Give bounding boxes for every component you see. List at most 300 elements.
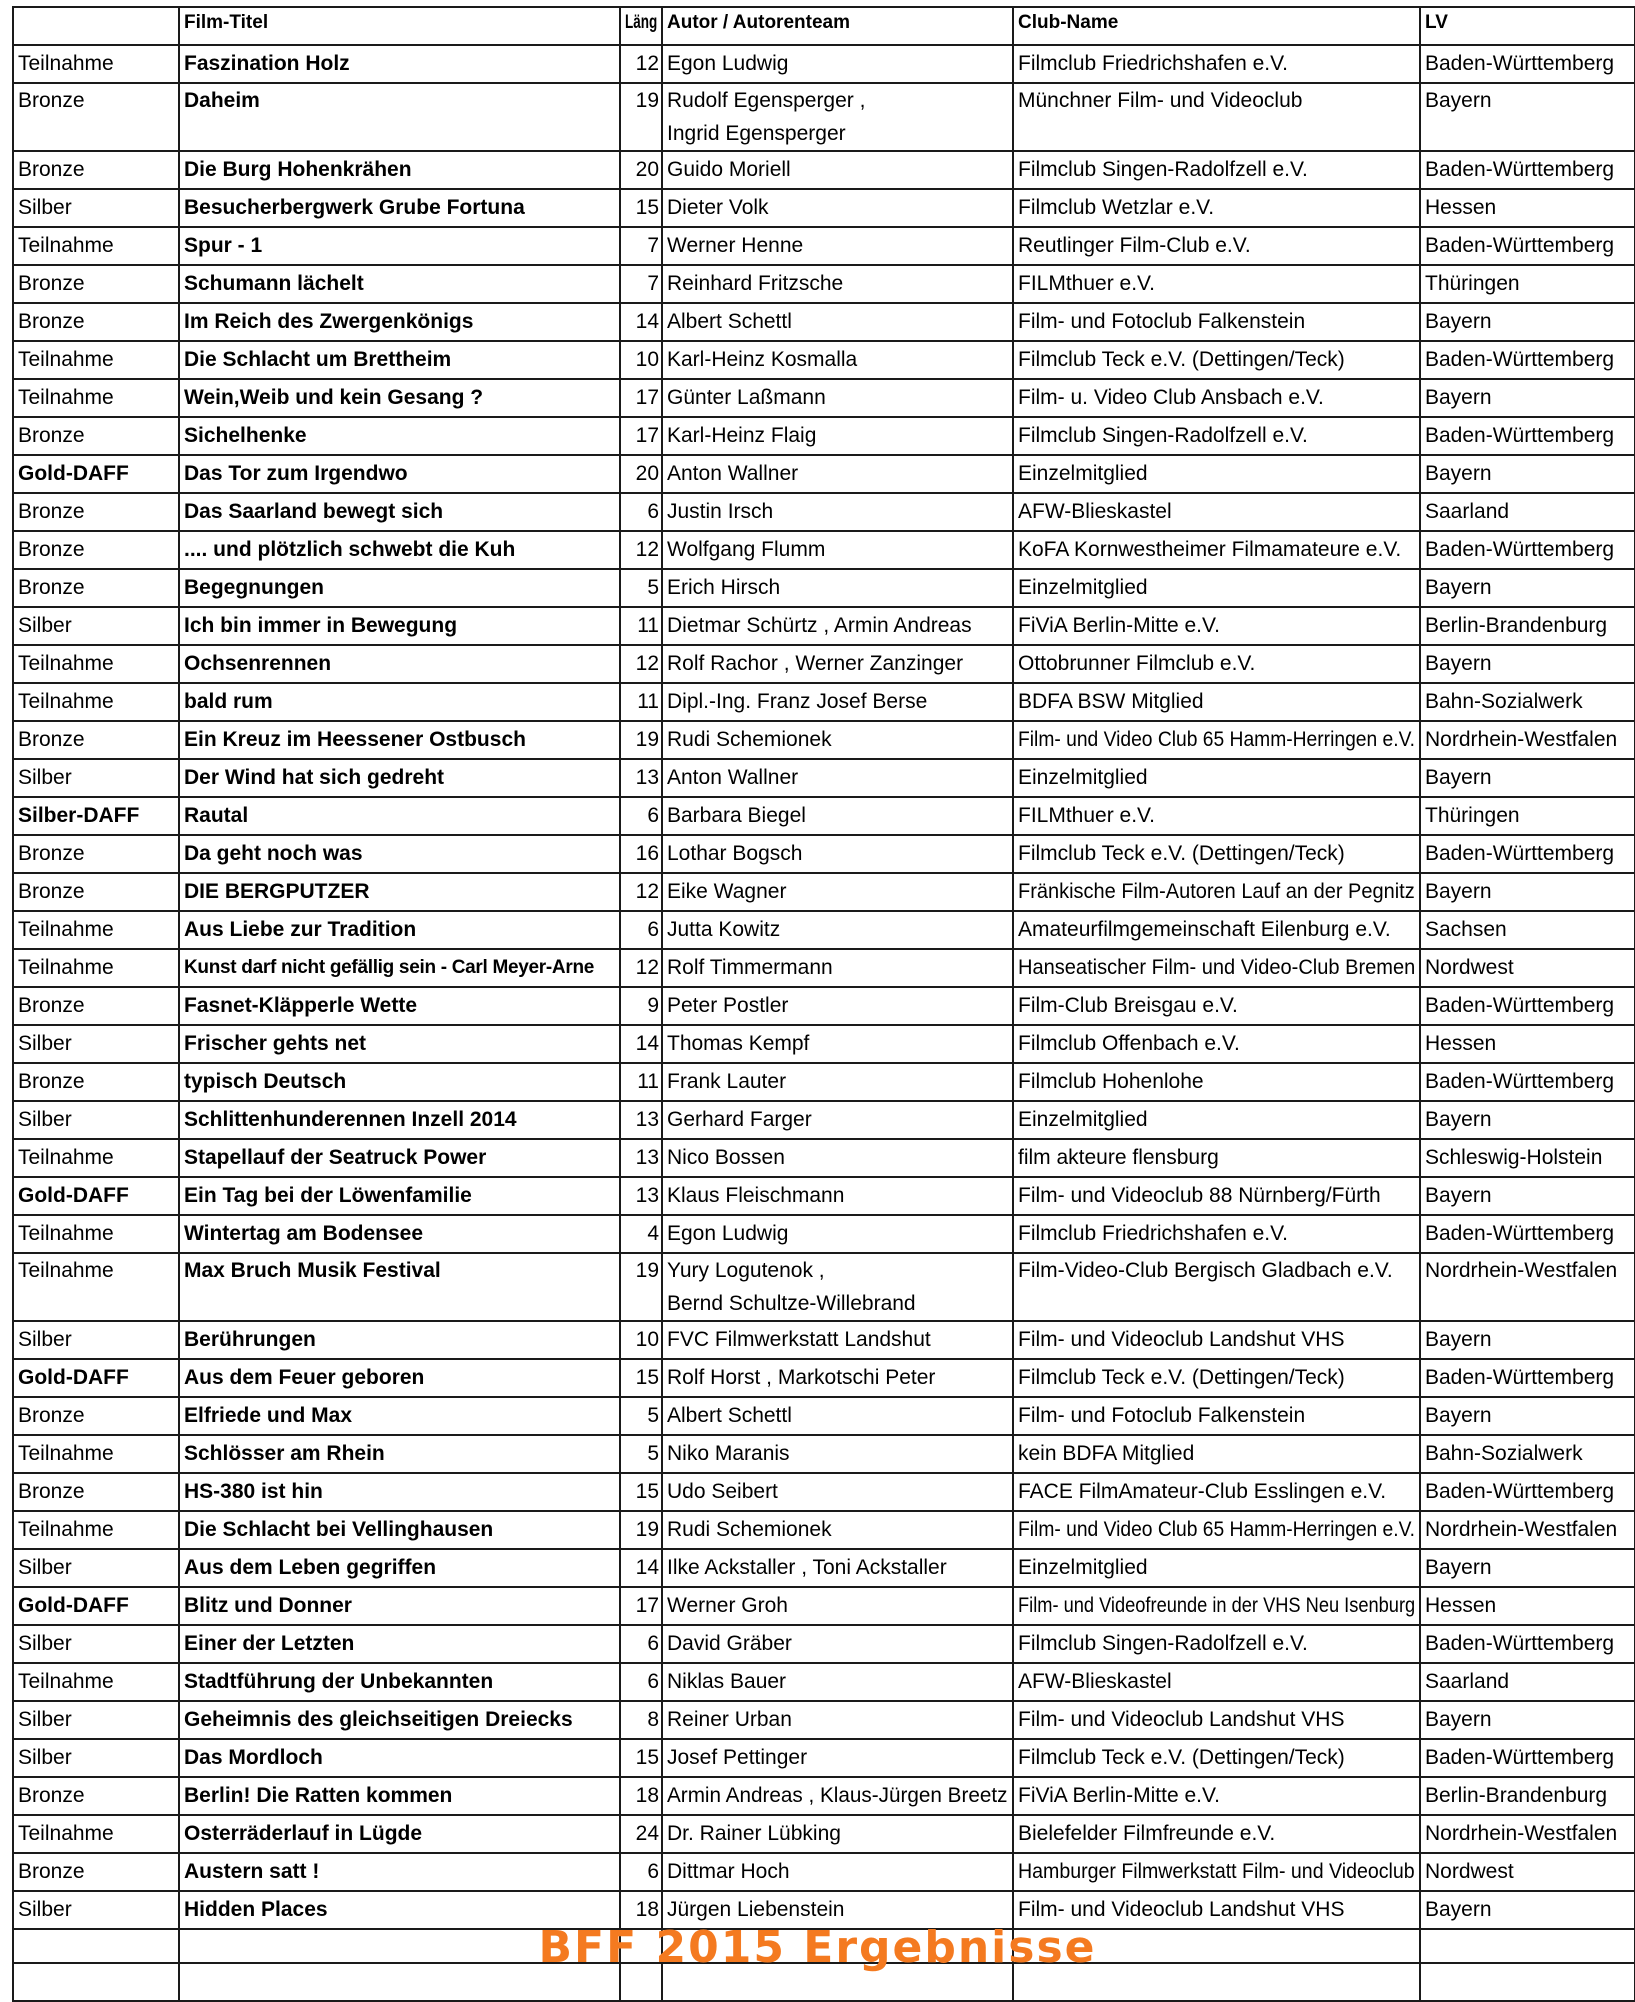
cell-autor: Erich Hirsch [662, 569, 1013, 607]
cell-film-titel: Schlittenhunderennen Inzell 2014 [179, 1101, 620, 1139]
cell-preis: Bronze [13, 987, 179, 1025]
table-row [13, 455, 1635, 493]
cell-autor: Werner Groh [662, 1587, 1013, 1625]
cell-lv: Baden-Württemberg [1420, 835, 1635, 873]
cell-laenge: 6 [620, 797, 662, 835]
cell-autor: Dr. Rainer Lübking [662, 1815, 1013, 1853]
cell-preis: Teilnahme [13, 341, 179, 379]
cell-preis: Teilnahme [13, 911, 179, 949]
cell-film-titel: Das Mordloch [179, 1739, 620, 1777]
cell-laenge: 12 [620, 531, 662, 569]
cell-autor: Rolf Timmermann [662, 949, 1013, 987]
cell-lv: Bahn-Sozialwerk [1420, 1435, 1635, 1473]
cell-lv: Baden-Württemberg [1420, 1063, 1635, 1101]
cell-lv: Nordrhein-Westfalen [1420, 1511, 1635, 1549]
cell-preis: Silber [13, 759, 179, 797]
cell-film-titel: HS-380 ist hin [179, 1473, 620, 1511]
cell-film-titel: Hidden Places [179, 1891, 620, 1929]
cell-autor: Josef Pettinger [662, 1739, 1013, 1777]
cell-laenge: 8 [620, 1701, 662, 1739]
cell-lv: Baden-Württemberg [1420, 417, 1635, 455]
cell-preis: Bronze [13, 835, 179, 873]
cell-autor: Jutta Kowitz [662, 911, 1013, 949]
table-row [13, 189, 1635, 227]
cell-laenge: 6 [620, 493, 662, 531]
header-club-name: Club-Name [1013, 7, 1420, 45]
cell-autor: Udo Seibert [662, 1473, 1013, 1511]
cell-club-name: Filmclub Singen-Radolfzell e.V. [1013, 151, 1420, 189]
cell-autor: Wolfgang Flumm [662, 531, 1013, 569]
cell-film-titel: Rautal [179, 797, 620, 835]
cell-preis: Teilnahme [13, 379, 179, 417]
cell-club-name: AFW-Blieskastel [1013, 1663, 1420, 1701]
header-preis [13, 7, 179, 45]
cell-club-name: Filmclub Wetzlar e.V. [1013, 189, 1420, 227]
cell-preis: Bronze [13, 303, 179, 341]
cell-laenge: 16 [620, 835, 662, 873]
cell-lv: Bayern [1420, 379, 1635, 417]
table-row [13, 417, 1635, 455]
cell-film-titel: Wintertag am Bodensee [179, 1215, 620, 1253]
cell-autor: Reinhard Fritzsche [662, 265, 1013, 303]
table-row [13, 1025, 1635, 1063]
cell-preis: Teilnahme [13, 45, 179, 83]
table-row [13, 83, 1635, 151]
cell-lv: Bahn-Sozialwerk [1420, 683, 1635, 721]
cell-lv: Thüringen [1420, 265, 1635, 303]
cell-autor: Rolf Rachor , Werner Zanzinger [662, 645, 1013, 683]
cell-club-name: FILMthuer e.V. [1013, 265, 1420, 303]
cell-lv: Bayern [1420, 83, 1635, 151]
cell-preis: Teilnahme [13, 1139, 179, 1177]
cell-laenge: 20 [620, 455, 662, 493]
cell-club-name: Ottobrunner Filmclub e.V. [1013, 645, 1420, 683]
cell-autor: Rudolf Egensperger , Ingrid Egensperger [662, 83, 1013, 151]
cell-autor: Rolf Horst , Markotschi Peter [662, 1359, 1013, 1397]
cell-preis: Bronze [13, 1853, 179, 1891]
cell-film-titel: Der Wind hat sich gedreht [179, 759, 620, 797]
cell-autor: Dipl.-Ing. Franz Josef Berse [662, 683, 1013, 721]
cell-lv: Bayern [1420, 645, 1635, 683]
cell-film-titel: Aus Liebe zur Tradition [179, 911, 620, 949]
cell-preis: Bronze [13, 569, 179, 607]
cell-lv: Bayern [1420, 873, 1635, 911]
cell-laenge: 6 [620, 1625, 662, 1663]
table-row [13, 721, 1635, 759]
cell-preis: Bronze [13, 873, 179, 911]
cell-film-titel: Die Schlacht um Brettheim [179, 341, 620, 379]
cell-laenge: 15 [620, 1739, 662, 1777]
cell-club-name: Filmclub Friedrichshafen e.V. [1013, 45, 1420, 83]
cell-laenge: 13 [620, 759, 662, 797]
cell-autor: Niklas Bauer [662, 1663, 1013, 1701]
cell-film-titel: Daheim [179, 83, 620, 151]
cell-autor: Peter Postler [662, 987, 1013, 1025]
cell-club-name: Hamburger Filmwerkstatt Film- und Videoclub [1013, 1853, 1420, 1891]
cell-club-name: Filmclub Singen-Radolfzell e.V. [1013, 417, 1420, 455]
cell-preis: Teilnahme [13, 1511, 179, 1549]
cell-preis: Bronze [13, 721, 179, 759]
cell-club-name: BDFA BSW Mitglied [1013, 683, 1420, 721]
cell-lv: Bayern [1420, 303, 1635, 341]
cell-club-name: Münchner Film- und Videoclub [1013, 83, 1420, 151]
cell-autor: Eike Wagner [662, 873, 1013, 911]
cell-club-name: Einzelmitglied [1013, 1549, 1420, 1587]
results-table [12, 6, 1635, 2002]
cell-lv: Bayern [1420, 1101, 1635, 1139]
cell-laenge: 7 [620, 265, 662, 303]
cell-laenge: 19 [620, 1511, 662, 1549]
cell-laenge: 13 [620, 1101, 662, 1139]
cell-lv: Bayern [1420, 1549, 1635, 1587]
cell-autor: Anton Wallner [662, 759, 1013, 797]
cell-laenge: 5 [620, 1435, 662, 1473]
cell-film-titel: Aus dem Leben gegriffen [179, 1549, 620, 1587]
table-row [13, 265, 1635, 303]
cell-film-titel: Geheimnis des gleichseitigen Dreiecks [179, 1701, 620, 1739]
cell-laenge: 12 [620, 645, 662, 683]
cell-club-name: Film- und Videoclub Landshut VHS [1013, 1701, 1420, 1739]
table-row [13, 1253, 1635, 1321]
cell-film-titel: Schlösser am Rhein [179, 1435, 620, 1473]
cell-club-name: Film-Club Breisgau e.V. [1013, 987, 1420, 1025]
cell-preis: Gold-DAFF [13, 1359, 179, 1397]
cell-preis: Gold-DAFF [13, 1177, 179, 1215]
cell-laenge: 4 [620, 1215, 662, 1253]
cell-club-name: Film- und Videoclub Landshut VHS [1013, 1321, 1420, 1359]
cell-laenge: 13 [620, 1139, 662, 1177]
cell-preis: Silber [13, 189, 179, 227]
cell-club-name: kein BDFA Mitglied [1013, 1435, 1420, 1473]
cell-preis: Silber [13, 1739, 179, 1777]
cell-lv: Nordwest [1420, 949, 1635, 987]
cell-preis: Silber [13, 1321, 179, 1359]
cell-lv: Bayern [1420, 1177, 1635, 1215]
cell-club-name: Film- u. Video Club Ansbach e.V. [1013, 379, 1420, 417]
cell-film-titel: bald rum [179, 683, 620, 721]
cell-preis: Bronze [13, 1777, 179, 1815]
table-row [13, 1853, 1635, 1891]
cell-club-name: Film- und Video Club 65 Hamm-Herringen e.V. [1013, 1511, 1420, 1549]
cell-preis: Silber [13, 1701, 179, 1739]
cell-laenge: 13 [620, 1177, 662, 1215]
cell-preis: Silber [13, 607, 179, 645]
cell-club-name: Filmclub Teck e.V. (Dettingen/Teck) [1013, 1359, 1420, 1397]
table-row [13, 1215, 1635, 1253]
cell-laenge: 14 [620, 1549, 662, 1587]
cell-preis: Bronze [13, 531, 179, 569]
cell-autor: Barbara Biegel [662, 797, 1013, 835]
cell-film-titel: Berlin! Die Ratten kommen [179, 1777, 620, 1815]
table-row [13, 1663, 1635, 1701]
cell-autor: Karl-Heinz Kosmalla [662, 341, 1013, 379]
cell-club-name: Einzelmitglied [1013, 1101, 1420, 1139]
table-row [13, 949, 1635, 987]
cell-laenge: 24 [620, 1815, 662, 1853]
cell-autor: Werner Henne [662, 227, 1013, 265]
cell-film-titel: .... und plötzlich schwebt die Kuh [179, 531, 620, 569]
cell-lv: Bayern [1420, 455, 1635, 493]
cell-laenge: 18 [620, 1777, 662, 1815]
table-row [13, 227, 1635, 265]
cell-laenge: 18 [620, 1891, 662, 1929]
cell-club-name: FiViA Berlin-Mitte e.V. [1013, 1777, 1420, 1815]
cell-preis: Teilnahme [13, 1253, 179, 1321]
cell-autor: Rudi Schemionek [662, 1511, 1013, 1549]
cell-preis: Teilnahme [13, 683, 179, 721]
cell-lv: Baden-Württemberg [1420, 987, 1635, 1025]
cell-lv: Nordrhein-Westfalen [1420, 1815, 1635, 1853]
cell-lv: Bayern [1420, 569, 1635, 607]
cell-film-titel: Im Reich des Zwergenkönigs [179, 303, 620, 341]
cell-club-name: Filmclub Teck e.V. (Dettingen/Teck) [1013, 341, 1420, 379]
cell-laenge: 12 [620, 873, 662, 911]
cell-laenge: 15 [620, 189, 662, 227]
table-row [13, 873, 1635, 911]
header-lv: LV [1420, 7, 1635, 45]
cell-club-name: film akteure flensburg [1013, 1139, 1420, 1177]
table-row [13, 645, 1635, 683]
table-row [13, 683, 1635, 721]
cell-film-titel: Besucherbergwerk Grube Fortuna [179, 189, 620, 227]
cell-preis: Bronze [13, 417, 179, 455]
cell-film-titel: Elfriede und Max [179, 1397, 620, 1435]
cell-preis: Teilnahme [13, 227, 179, 265]
table-row [13, 1177, 1635, 1215]
cell-autor: Lothar Bogsch [662, 835, 1013, 873]
table-row [13, 1139, 1635, 1177]
cell-club-name: Film- und Videofreunde in der VHS Neu Isenburg [1013, 1587, 1420, 1625]
cell-laenge: 17 [620, 379, 662, 417]
cell-autor: Thomas Kempf [662, 1025, 1013, 1063]
table-row [13, 1587, 1635, 1625]
cell-preis: Silber [13, 1101, 179, 1139]
table-row [13, 493, 1635, 531]
cell-film-titel: Sichelhenke [179, 417, 620, 455]
cell-preis: Bronze [13, 83, 179, 151]
cell-laenge: 11 [620, 1063, 662, 1101]
cell-preis: Silber [13, 1891, 179, 1929]
cell-club-name: Hanseatischer Film- und Video-Club Bremen [1013, 949, 1420, 987]
table-row [13, 45, 1635, 83]
cell-film-titel: Frischer gehts net [179, 1025, 620, 1063]
cell-preis: Teilnahme [13, 1815, 179, 1853]
cell-lv: Baden-Württemberg [1420, 227, 1635, 265]
cell-preis: Bronze [13, 1473, 179, 1511]
header-laenge: Läng [620, 7, 662, 45]
cell-lv: Baden-Württemberg [1420, 1739, 1635, 1777]
cell-laenge: 6 [620, 1663, 662, 1701]
cell-lv: Hessen [1420, 189, 1635, 227]
header-film-titel: Film-Titel [179, 7, 620, 45]
header-autor: Autor / Autorenteam [662, 7, 1013, 45]
table-row [13, 1777, 1635, 1815]
cell-autor: David Gräber [662, 1625, 1013, 1663]
table-row [13, 1473, 1635, 1511]
cell-film-titel: Faszination Holz [179, 45, 620, 83]
cell-lv: Baden-Württemberg [1420, 1625, 1635, 1663]
cell-club-name: Filmclub Offenbach e.V. [1013, 1025, 1420, 1063]
cell-lv: Baden-Württemberg [1420, 151, 1635, 189]
cell-club-name: Einzelmitglied [1013, 455, 1420, 493]
cell-lv: Saarland [1420, 493, 1635, 531]
table-row [13, 797, 1635, 835]
cell-lv: Berlin-Brandenburg [1420, 607, 1635, 645]
cell-laenge: 6 [620, 1853, 662, 1891]
cell-film-titel: Berührungen [179, 1321, 620, 1359]
cell-film-titel: Ochsenrennen [179, 645, 620, 683]
cell-preis: Silber [13, 1549, 179, 1587]
cell-club-name: Filmclub Hohenlohe [1013, 1063, 1420, 1101]
cell-lv: Bayern [1420, 759, 1635, 797]
cell-film-titel: Stadtführung der Unbekannten [179, 1663, 620, 1701]
cell-lv: Baden-Württemberg [1420, 531, 1635, 569]
cell-club-name: Filmclub Singen-Radolfzell e.V. [1013, 1625, 1420, 1663]
cell-club-name: Film- und Fotoclub Falkenstein [1013, 1397, 1420, 1435]
cell-preis: Teilnahme [13, 949, 179, 987]
cell-lv: Thüringen [1420, 797, 1635, 835]
cell-autor: Dieter Volk [662, 189, 1013, 227]
cell-film-titel: Kunst darf nicht gefällig sein - Carl Meyer-Arne [179, 949, 620, 987]
cell-film-titel: Da geht noch was [179, 835, 620, 873]
cell-preis: Bronze [13, 151, 179, 189]
cell-laenge: 12 [620, 949, 662, 987]
cell-film-titel: Osterräderlauf in Lügde [179, 1815, 620, 1853]
cell-laenge: 10 [620, 1321, 662, 1359]
cell-preis: Bronze [13, 265, 179, 303]
table-row [13, 1549, 1635, 1587]
cell-lv: Baden-Württemberg [1420, 341, 1635, 379]
cell-lv: Nordwest [1420, 1853, 1635, 1891]
cell-club-name: Einzelmitglied [1013, 569, 1420, 607]
cell-club-name: FACE FilmAmateur-Club Esslingen e.V. [1013, 1473, 1420, 1511]
cell-film-titel: Aus dem Feuer geboren [179, 1359, 620, 1397]
cell-club-name: Film- und Video Club 65 Hamm-Herringen e.V. [1013, 721, 1420, 759]
cell-lv: Berlin-Brandenburg [1420, 1777, 1635, 1815]
cell-autor: Yury Logutenok , Bernd Schultze-Willebrand [662, 1253, 1013, 1321]
table-row [13, 1063, 1635, 1101]
cell-club-name: Filmclub Teck e.V. (Dettingen/Teck) [1013, 1739, 1420, 1777]
cell-film-titel: DIE BERGPUTZER [179, 873, 620, 911]
cell-lv: Bayern [1420, 1321, 1635, 1359]
cell-film-titel: Begegnungen [179, 569, 620, 607]
header-row [13, 7, 1635, 45]
cell-club-name: Einzelmitglied [1013, 759, 1420, 797]
cell-club-name: Filmclub Teck e.V. (Dettingen/Teck) [1013, 835, 1420, 873]
cell-club-name: Film- und Videoclub 88 Nürnberg/Fürth [1013, 1177, 1420, 1215]
cell-film-titel: Die Burg Hohenkrähen [179, 151, 620, 189]
cell-autor: Jürgen Liebenstein [662, 1891, 1013, 1929]
cell-club-name: Film-Video-Club Bergisch Gladbach e.V. [1013, 1253, 1420, 1321]
cell-film-titel: Die Schlacht bei Vellinghausen [179, 1511, 620, 1549]
cell-autor: Anton Wallner [662, 455, 1013, 493]
table-row [13, 1815, 1635, 1853]
table-row [13, 341, 1635, 379]
cell-lv: Hessen [1420, 1025, 1635, 1063]
cell-lv: Nordrhein-Westfalen [1420, 1253, 1635, 1321]
table-row [13, 1359, 1635, 1397]
cell-club-name: Film- und Videoclub Landshut VHS [1013, 1891, 1420, 1929]
cell-autor: Guido Moriell [662, 151, 1013, 189]
cell-film-titel: Wein,Weib und kein Gesang ? [179, 379, 620, 417]
cell-laenge: 14 [620, 1025, 662, 1063]
cell-autor: Egon Ludwig [662, 1215, 1013, 1253]
cell-preis: Gold-DAFF [13, 455, 179, 493]
cell-autor: Egon Ludwig [662, 45, 1013, 83]
cell-laenge: 15 [620, 1473, 662, 1511]
cell-lv: Bayern [1420, 1397, 1635, 1435]
cell-laenge: 11 [620, 607, 662, 645]
cell-autor: Albert Schettl [662, 303, 1013, 341]
cell-laenge: 17 [620, 417, 662, 455]
table-row [13, 759, 1635, 797]
cell-preis: Silber [13, 1025, 179, 1063]
cell-club-name: Fränkische Film-Autoren Lauf an der Pegnitz [1013, 873, 1420, 911]
table-row [13, 607, 1635, 645]
cell-film-titel: Max Bruch Musik Festival [179, 1253, 620, 1321]
table-row [13, 1101, 1635, 1139]
cell-club-name: Amateurfilmgemeinschaft Eilenburg e.V. [1013, 911, 1420, 949]
cell-lv: Schleswig-Holstein [1420, 1139, 1635, 1177]
cell-preis: Gold-DAFF [13, 1587, 179, 1625]
cell-laenge: 17 [620, 1587, 662, 1625]
cell-autor: Albert Schettl [662, 1397, 1013, 1435]
cell-preis: Bronze [13, 1397, 179, 1435]
cell-laenge: 14 [620, 303, 662, 341]
table-row [13, 569, 1635, 607]
table-row [13, 1739, 1635, 1777]
cell-laenge: 19 [620, 1253, 662, 1321]
cell-club-name: FILMthuer e.V. [1013, 797, 1420, 835]
table-row [13, 379, 1635, 417]
cell-preis: Silber [13, 1625, 179, 1663]
results-table-body [13, 7, 1635, 2001]
cell-autor: Justin Irsch [662, 493, 1013, 531]
table-row [13, 531, 1635, 569]
table-row [13, 987, 1635, 1025]
cell-autor: Günter Laßmann [662, 379, 1013, 417]
cell-lv: Baden-Württemberg [1420, 1359, 1635, 1397]
cell-preis: Silber-DAFF [13, 797, 179, 835]
cell-preis: Teilnahme [13, 1435, 179, 1473]
cell-autor: FVC Filmwerkstatt Landshut [662, 1321, 1013, 1359]
cell-film-titel: Schumann lächelt [179, 265, 620, 303]
cell-film-titel: Blitz und Donner [179, 1587, 620, 1625]
cell-club-name: Reutlinger Film-Club e.V. [1013, 227, 1420, 265]
table-row [13, 1701, 1635, 1739]
cell-club-name: AFW-Blieskastel [1013, 493, 1420, 531]
cell-autor: Karl-Heinz Flaig [662, 417, 1013, 455]
cell-autor: Frank Lauter [662, 1063, 1013, 1101]
cell-film-titel: typisch Deutsch [179, 1063, 620, 1101]
cell-lv: Baden-Württemberg [1420, 1473, 1635, 1511]
cell-club-name: Film- und Fotoclub Falkenstein [1013, 303, 1420, 341]
cell-autor: Gerhard Farger [662, 1101, 1013, 1139]
cell-preis: Bronze [13, 1063, 179, 1101]
cell-preis: Teilnahme [13, 1663, 179, 1701]
cell-autor: Ilke Ackstaller , Toni Ackstaller [662, 1549, 1013, 1587]
cell-club-name: KoFA Kornwestheimer Filmamateure e.V. [1013, 531, 1420, 569]
cell-autor: Rudi Schemionek [662, 721, 1013, 759]
cell-autor: Nico Bossen [662, 1139, 1013, 1177]
cell-laenge: 6 [620, 911, 662, 949]
cell-laenge: 20 [620, 151, 662, 189]
cell-film-titel: Stapellauf der Seatruck Power [179, 1139, 620, 1177]
cell-film-titel: Ich bin immer in Bewegung [179, 607, 620, 645]
cell-autor: Dittmar Hoch [662, 1853, 1013, 1891]
cell-autor: Klaus Fleischmann [662, 1177, 1013, 1215]
cell-lv: Baden-Württemberg [1420, 1215, 1635, 1253]
